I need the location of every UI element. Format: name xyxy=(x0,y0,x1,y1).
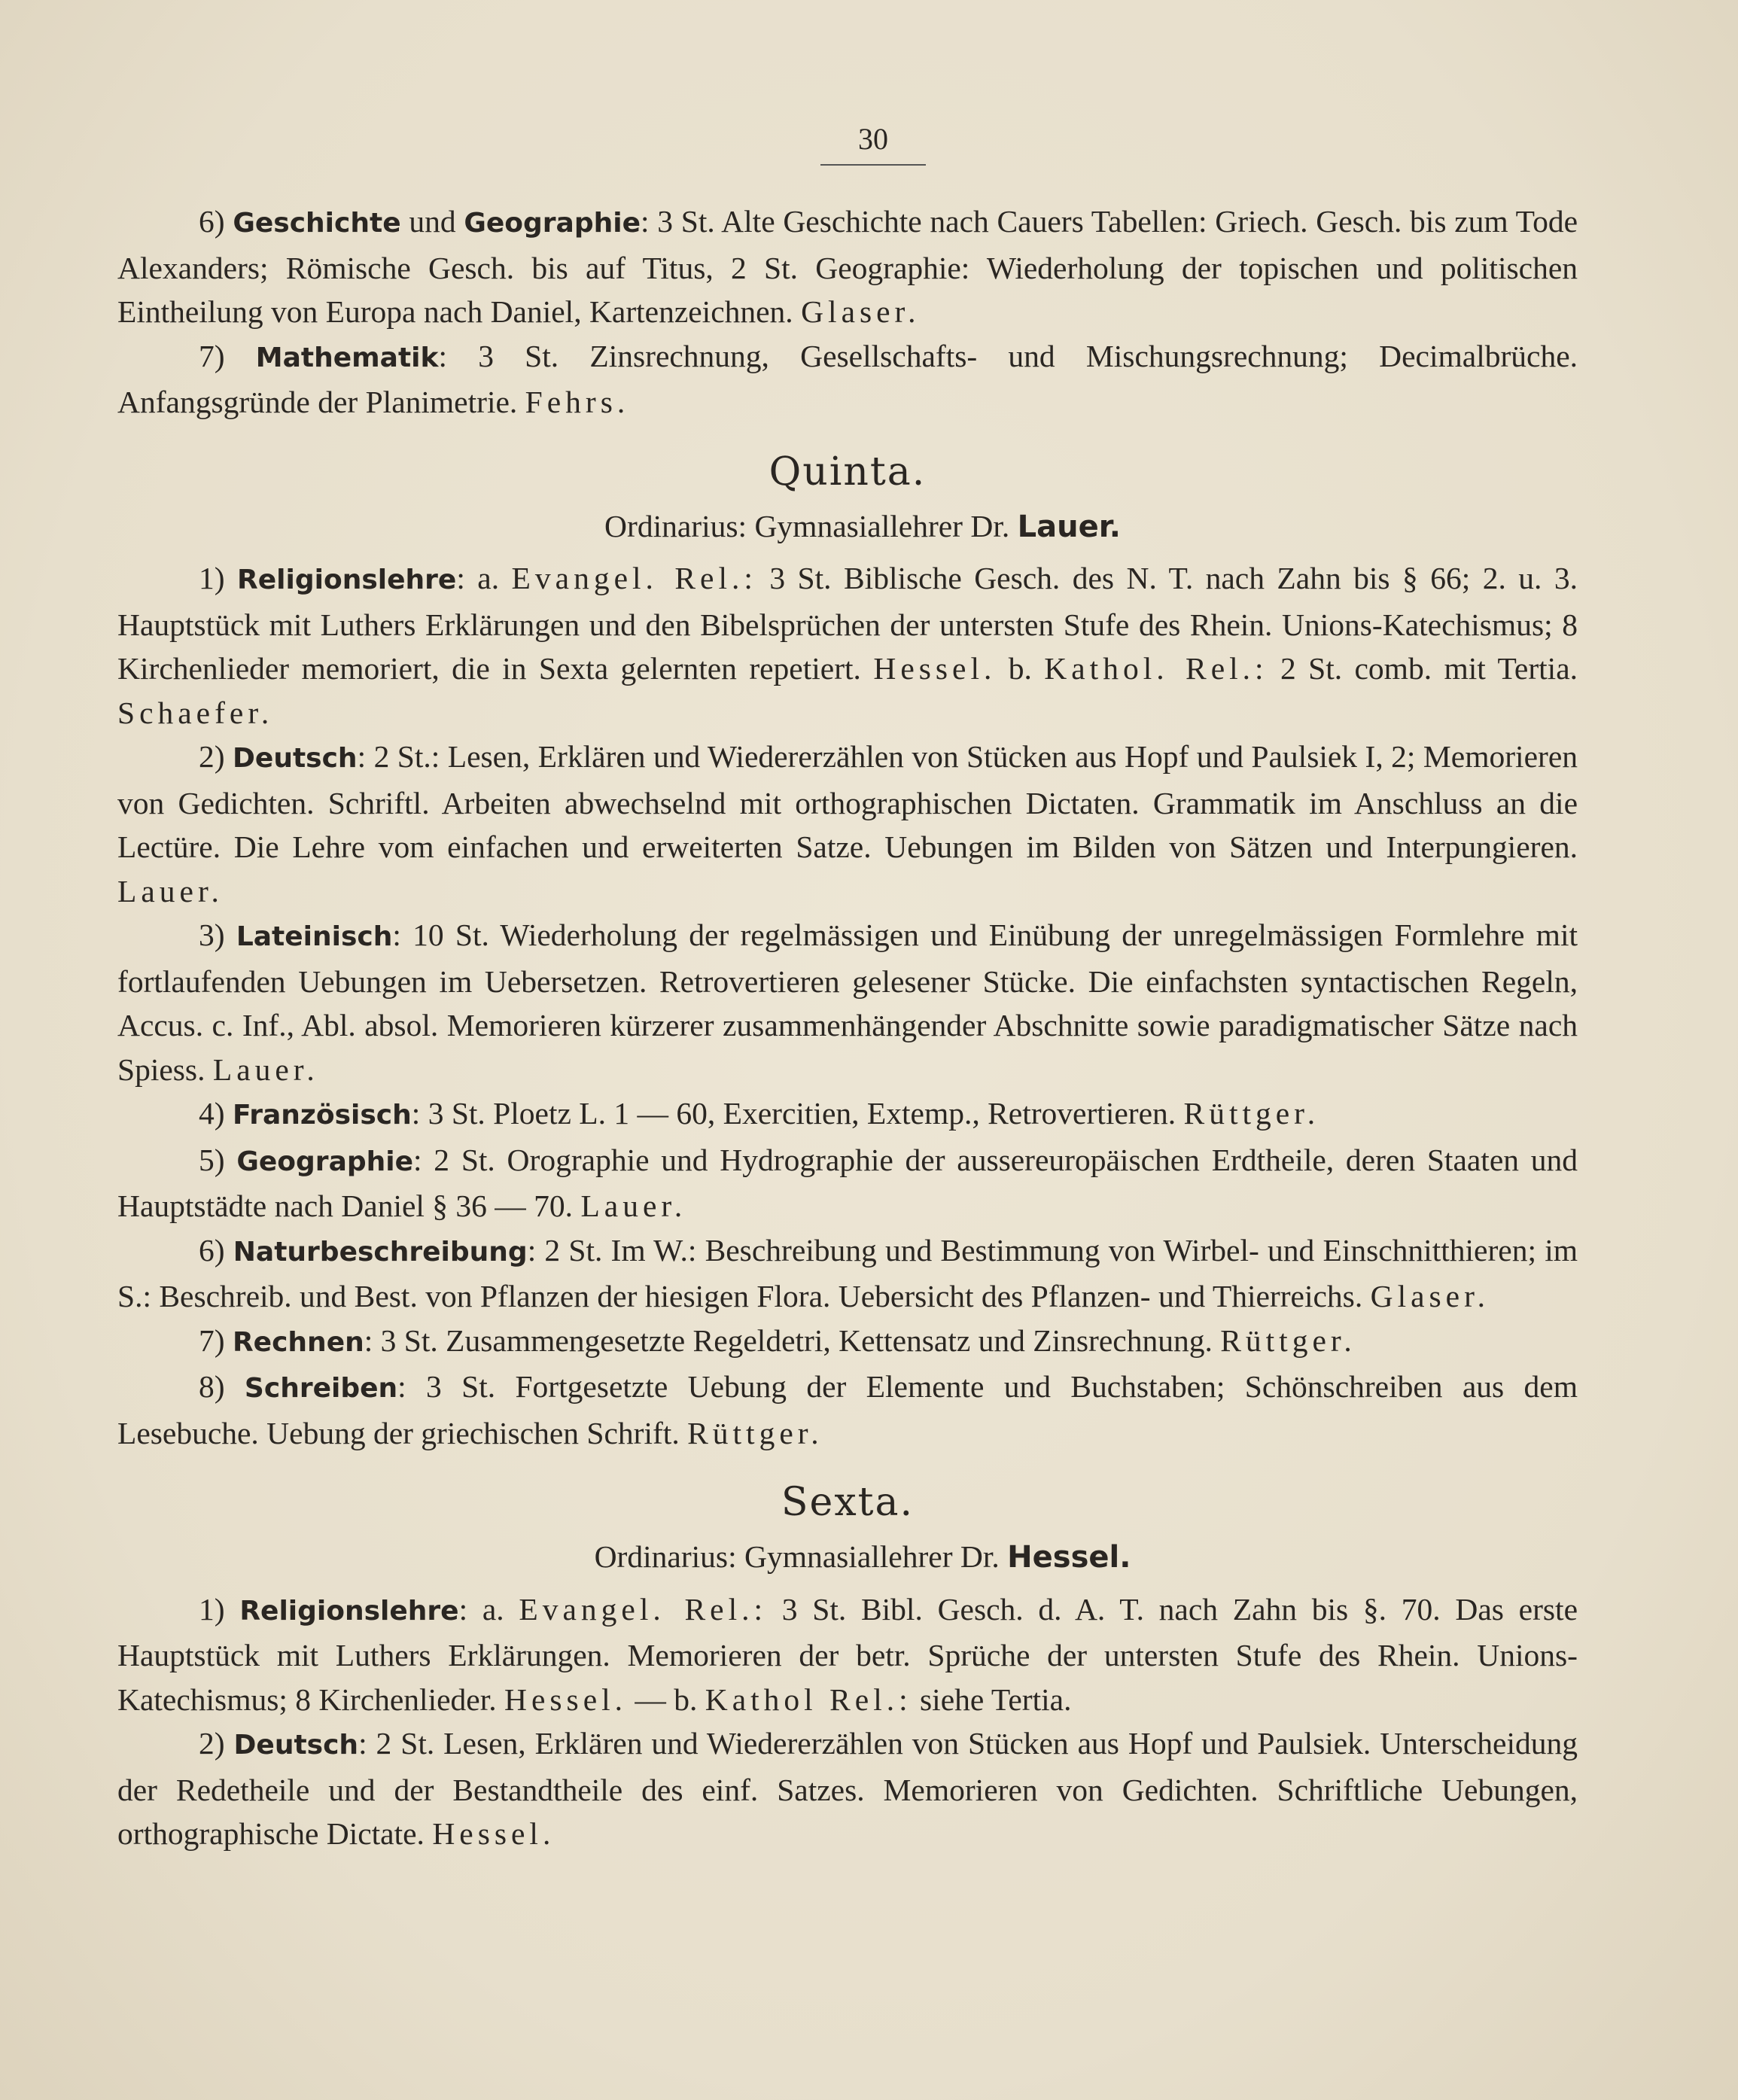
item-number: 1) xyxy=(199,1591,225,1627)
teacher-name: Rüttger. xyxy=(1183,1096,1320,1131)
subject-label: Schreiben xyxy=(244,1373,398,1404)
teacher-name: Fehrs. xyxy=(525,385,630,419)
paragraph-quinta-schreiben xyxy=(117,1365,1578,1455)
subject-label: Religionslehre xyxy=(239,1595,459,1627)
teacher-name: Schaefer. xyxy=(117,695,274,730)
subject-label: Deutsch xyxy=(233,743,358,774)
subject-label: Rechnen xyxy=(232,1326,364,1358)
paragraph-text: siehe Tertia. xyxy=(912,1682,1072,1717)
paragraph-text: 2 St. Lesen, Erklären und Wiedererzählen von Stücken aus Hopf und Paulsiek. Unterscheidung der Redetheile und der Bestandtheile des einf. Satzes. Memorieren von Gedichten. Schriftliche Uebungen, orthographische Dictate. xyxy=(117,1726,1578,1851)
teacher-name: Lauer. xyxy=(580,1188,687,1223)
colon: : xyxy=(458,1591,468,1627)
subject-label: Geschichte xyxy=(233,208,401,239)
colon: : xyxy=(364,1322,373,1358)
paragraph-quinta-latein xyxy=(117,913,1578,1091)
paragraph-quinta-franzoesisch xyxy=(117,1091,1578,1138)
colon: : xyxy=(527,1232,537,1268)
item-number: 6) xyxy=(199,204,225,239)
item-number: 7) xyxy=(199,1322,225,1358)
page-number: 30 xyxy=(820,120,926,166)
colon: : xyxy=(438,338,447,373)
paragraph-geschichte xyxy=(117,199,1578,334)
subject-label: Religionslehre xyxy=(237,565,457,595)
colon: : xyxy=(641,204,650,239)
colon: : xyxy=(358,1726,367,1761)
paragraph-sexta-deutsch xyxy=(117,1721,1578,1856)
paragraph-text: — b. xyxy=(627,1682,705,1717)
ordinarius-quinta xyxy=(117,504,1578,549)
teacher-name: Hessel. xyxy=(432,1816,555,1851)
subject-label: Lateinisch xyxy=(236,921,393,952)
paragraph-text: a. xyxy=(467,1591,519,1627)
item-number: 8) xyxy=(199,1369,225,1404)
paragraph-text: b. xyxy=(996,651,1045,686)
item-number: 4) xyxy=(199,1096,225,1131)
item-number: 5) xyxy=(199,1142,225,1177)
paragraph-quinta-religion xyxy=(117,556,1578,735)
subject-label: Französisch xyxy=(232,1100,412,1131)
paragraph-text: a. xyxy=(464,561,512,595)
paragraph-text: 3 St. Zusammengesetzte Regeldetri, Kettensatz und Zinsrechnung. xyxy=(373,1322,1213,1358)
teacher-name: Glaser. xyxy=(801,294,921,329)
spaced-text: Evangel. Rel.: xyxy=(511,561,757,595)
paragraph-text: 3 St. Zinsrechnung, Gesellschafts- und Mischungsrechnung; Decimalbrüche. Anfangsgründe der Planimetrie. xyxy=(117,338,1578,419)
spaced-text: Kathol Rel.: xyxy=(705,1682,912,1717)
colon: : xyxy=(411,1096,421,1131)
item-number: 2) xyxy=(199,1726,225,1761)
paragraph-text: 2 St. Im W.: Beschreibung und Bestimmung von Wirbel- und Einschnitthieren; im S.: Beschreib. und Best. von Pflanzen der hiesigen Flora. Uebersicht des Pflanzen- und Thierreichs. xyxy=(117,1232,1578,1313)
subject-label: Geographie xyxy=(236,1146,414,1177)
ordinarius-name: Lauer. xyxy=(1017,509,1121,544)
conjunction: und xyxy=(409,204,456,239)
paragraph-text: 2 St. Orographie und Hydrographie der aussereuropäischen Erdtheile, deren Staaten und Hauptstädte nach Daniel § 36 — 70. xyxy=(117,1142,1578,1223)
colon: : xyxy=(397,1369,406,1404)
spaced-text: Evangel. Rel.: xyxy=(519,1591,768,1627)
colon: : xyxy=(413,1142,422,1177)
colon: : xyxy=(456,561,465,595)
teacher-name: Lauer. xyxy=(212,1052,319,1087)
body-text xyxy=(117,199,1578,1856)
section-heading-sexta: Sexta. xyxy=(781,1480,915,1525)
ordinarius-sexta xyxy=(117,1535,1578,1580)
teacher-name: Hessel. xyxy=(873,651,997,686)
item-number: 3) xyxy=(199,918,225,952)
paragraph-sexta-religion xyxy=(117,1587,1578,1722)
paragraph-text: 3 St. Fortgesetzte Uebung der Elemente und Buchstaben; Schönschreiben aus dem Lesebuche. Uebung der griechischen Schrift. xyxy=(117,1369,1578,1450)
teacher-name: Hessel. xyxy=(504,1682,628,1717)
section-heading-quinta: Quinta. xyxy=(769,449,927,495)
item-number: 6) xyxy=(199,1232,225,1268)
teacher-name: Glaser. xyxy=(1370,1279,1490,1313)
paragraph-mathematik xyxy=(117,334,1578,425)
ordinarius-label: Ordinarius: Gymnasiallehrer Dr. xyxy=(594,1539,1000,1574)
paragraph-quinta-deutsch xyxy=(117,735,1578,913)
ordinarius-name: Hessel. xyxy=(1007,1540,1131,1575)
item-number: 7) xyxy=(199,338,225,373)
teacher-name: Rüttger. xyxy=(1220,1322,1356,1358)
paragraph-text: 10 St. Wiederholung der regelmässigen und Einübung der unregelmässigen Formlehre mit fortlaufenden Uebungen im Uebersetzen. Retrovertieren gelesener Stücke. Die einfachsten syntactischen Regeln, Accus. c. Inf., Abl. absol. Memorieren kürzerer zusammenhängender Abschnitte sowie paradigmatischer Sätze nach Spiess. xyxy=(117,918,1578,1087)
paragraph-quinta-geographie xyxy=(117,1138,1578,1228)
ordinarius-label: Ordinarius: Gymnasiallehrer Dr. xyxy=(604,508,1010,543)
colon: : xyxy=(357,739,367,774)
subject-label: Mathematik xyxy=(255,342,439,373)
spaced-text: Kathol. Rel.: xyxy=(1044,651,1268,686)
paragraph-text: 2 St.: Lesen, Erklären und Wiedererzählen von Stücken aus Hopf und Paulsiek I, 2; Memorieren von Gedichten. Schriftl. Arbeiten abwechselnd mit orthographischen Dictaten. Grammatik im Anschluss an die Lectüre. Die Lehre vom einfachen und erweiterten Satze. Uebungen im Bilden von Sätzen und Interpungieren. xyxy=(117,739,1578,864)
item-number: 1) xyxy=(199,561,225,595)
teacher-name: Lauer. xyxy=(117,873,224,908)
colon: : xyxy=(392,918,401,952)
item-number: 2) xyxy=(199,739,225,774)
subject-label: Deutsch xyxy=(233,1730,359,1761)
paragraph-text: 3 St. Ploetz L. 1 — 60, Exercitien, Extemp., Retrovertieren. xyxy=(420,1096,1176,1131)
paragraph-text: 3 St. Bibl. Gesch. d. A. T. nach Zahn bis §. 70. Das erste Hauptstück mit Luthers Erklärungen. Memorieren der betr. Sprüche der untersten Stufe des Rhein. Unions-Katechismus; 8 Kirchenlieder. xyxy=(117,1591,1578,1717)
paragraph-text: 3 St. Alte Geschichte nach Cauers Tabellen: Griech. Gesch. bis zum Tode Alexanders; Römische Gesch. bis auf Titus, 2 St. Geographie: Wiederholung der topischen und politischen Eintheilung von Europa nach Daniel, Kartenzeichnen. xyxy=(117,204,1578,329)
subject-label: Naturbeschreibung xyxy=(233,1236,528,1268)
paragraph-quinta-natur xyxy=(117,1228,1578,1319)
teacher-name: Rüttger. xyxy=(687,1415,823,1450)
paragraph-text: 3 St. Biblische Gesch. des N. T. nach Zahn bis § 66; 2. u. 3. Hauptstück mit Luthers Erklärungen und den Bibelsprüchen der untersten Stufe des Rhein. Unions-Katechismus; 8 Kirchenlieder memoriert, die in Sexta gelernten repetiert. xyxy=(117,561,1578,686)
paragraph-text: 2 St. comb. mit Tertia. xyxy=(1268,651,1578,686)
paragraph-quinta-rechnen xyxy=(117,1319,1578,1365)
subject-label: Geographie xyxy=(464,208,641,239)
